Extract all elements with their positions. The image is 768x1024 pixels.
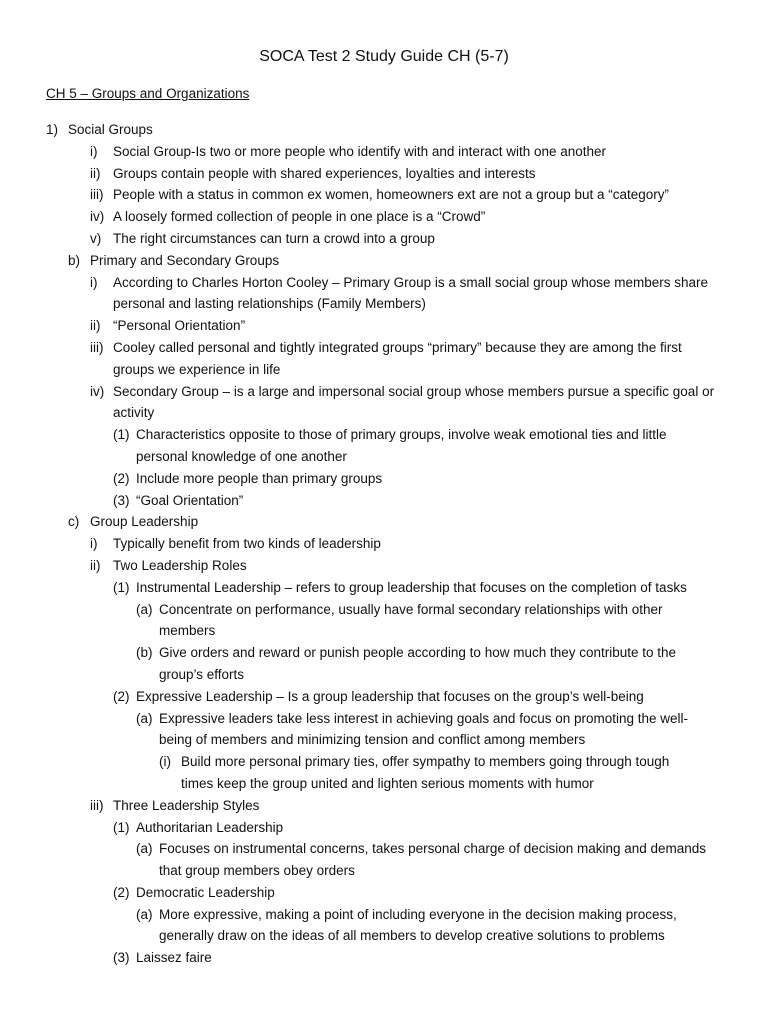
outline-marker: (1) <box>113 819 130 835</box>
outline-item-continuation <box>0 402 768 424</box>
outline-text: Instrumental Leadership – refers to group leadership that focuses on the completion of tasks <box>136 579 687 595</box>
outline-text: activity <box>113 405 155 421</box>
outline-item-continuation <box>0 293 768 315</box>
outline-text: Typically benefit from two kinds of leadership <box>113 536 381 552</box>
outline-text: Include more people than primary groups <box>136 470 383 486</box>
outline-item <box>0 163 768 185</box>
outline-marker: (i) <box>159 754 171 770</box>
outline-text: personal and lasting relationships (Family Members) <box>113 296 426 312</box>
outline-text: Characteristics opposite to those of primary groups, involve weak emotional ties and little <box>136 427 667 443</box>
outline-text: Laissez faire <box>136 950 212 966</box>
outline-marker: ii) <box>90 557 101 573</box>
outline-marker: ii) <box>90 165 101 181</box>
outline-item <box>0 751 768 773</box>
outline-marker: iii) <box>90 187 104 203</box>
outline-item <box>0 315 768 337</box>
outline-text: Primary and Secondary Groups <box>90 252 280 268</box>
outline-text: times keep the group united and lighten serious moments with humor <box>181 775 594 791</box>
outline-item <box>0 184 768 206</box>
outline-item-continuation <box>0 860 768 882</box>
outline-item <box>0 642 768 664</box>
outline-marker: ii) <box>90 318 101 334</box>
outline-marker: (b) <box>136 645 153 661</box>
outline-text: Secondary Group – is a large and impersonal social group whose members pursue a specific goal or <box>113 383 715 399</box>
outline-text: Groups contain people with shared experiences, loyalties and interests <box>113 165 536 181</box>
outline-text: A loosely formed collection of people in one place is a “Crowd” <box>113 209 486 225</box>
outline-text: group’s efforts <box>159 666 245 682</box>
outline-text: Authoritarian Leadership <box>136 819 284 835</box>
outline-item <box>0 686 768 708</box>
outline-item <box>0 511 768 533</box>
outline-item-continuation <box>0 446 768 468</box>
outline-item <box>0 882 768 904</box>
outline-item <box>0 555 768 577</box>
outline-item <box>0 577 768 599</box>
outline-text: Concentrate on performance, usually have formal secondary relationships with other <box>159 601 663 617</box>
outline-text: Expressive Leadership – Is a group leadership that focuses on the group’s well-being <box>136 688 644 704</box>
outline-marker: i) <box>90 143 98 159</box>
outline-marker: (3) <box>113 950 130 966</box>
outline-item <box>0 817 768 839</box>
outline-marker: (1) <box>113 427 130 443</box>
outline-text: Three Leadership Styles <box>113 797 260 813</box>
outline-item <box>0 381 768 403</box>
outline-item <box>0 206 768 228</box>
outline-item-continuation <box>0 729 768 751</box>
outline-text: members <box>159 623 216 639</box>
outline-item <box>0 708 768 730</box>
outline-text: Group Leadership <box>90 514 199 530</box>
outline-text: Focuses on instrumental concerns, takes personal charge of decision making and demands <box>159 841 707 857</box>
outline-marker: iii) <box>90 797 104 813</box>
outline-text: that group members obey orders <box>159 863 355 879</box>
outline-marker: (a) <box>136 841 153 857</box>
outline-marker: iii) <box>90 339 104 355</box>
outline-item <box>0 228 768 250</box>
outline-marker: iv) <box>90 383 105 399</box>
chapter-heading: CH 5 – Groups and Organizations <box>46 86 250 101</box>
outline-marker: (a) <box>136 906 153 922</box>
outline-marker: iv) <box>90 209 105 225</box>
outline-marker: i) <box>90 274 98 290</box>
outline-item <box>0 490 768 512</box>
outline-item-continuation <box>0 620 768 642</box>
outline-item <box>0 468 768 490</box>
outline-text: generally draw on the ideas of all members to develop creative solutions to problems <box>159 928 665 944</box>
outline-marker: (2) <box>113 470 130 486</box>
outline-marker: 1) <box>46 122 59 137</box>
outline-text: Build more personal primary ties, offer sympathy to members going through tough <box>181 754 670 770</box>
outline-item-continuation <box>0 773 768 795</box>
outline-text: Social Groups <box>68 122 153 137</box>
outline-marker: v) <box>90 230 102 246</box>
outline-item <box>0 119 768 141</box>
outline-marker: i) <box>90 536 98 552</box>
outline-item <box>0 795 768 817</box>
outline-text: Give orders and reward or punish people according to how much they contribute to the <box>159 645 677 661</box>
outline-item <box>0 424 768 446</box>
outline-text: Two Leadership Roles <box>113 557 247 573</box>
outline-text: Expressive leaders take less interest in achieving goals and focus on promoting the well- <box>159 710 689 726</box>
outline-item <box>0 141 768 163</box>
outline-text: Cooley called personal and tightly integrated groups “primary” because they are among the first <box>113 339 682 355</box>
outline-marker: (2) <box>113 884 130 900</box>
outline-text: People with a status in common ex women, homeowners ext are not a group but a “category” <box>113 187 670 203</box>
outline-item <box>0 599 768 621</box>
outline-item-continuation <box>0 925 768 947</box>
outline-item <box>0 947 768 969</box>
outline-item <box>0 272 768 294</box>
outline-marker: b) <box>68 252 81 268</box>
outline-item-continuation <box>0 359 768 381</box>
outline-text: personal knowledge of one another <box>136 448 347 464</box>
outline-text: According to Charles Horton Cooley – Primary Group is a small social group whose members share <box>113 274 708 290</box>
outline-item <box>0 250 768 272</box>
outline-list <box>0 119 768 969</box>
outline-text: The right circumstances can turn a crowd into a group <box>113 230 435 246</box>
outline-text: groups we experience in life <box>113 361 281 377</box>
outline-text: Social Group-Is two or more people who identify with and interact with one another <box>113 143 607 159</box>
outline-item <box>0 533 768 555</box>
outline-marker: (2) <box>113 688 130 704</box>
outline-item-continuation <box>0 664 768 686</box>
outline-marker: c) <box>68 514 80 530</box>
outline-marker: (a) <box>136 601 153 617</box>
outline-text: More expressive, making a point of including everyone in the decision making process, <box>159 906 677 922</box>
outline-text: being of members and minimizing tension and conflict among members <box>159 732 586 748</box>
outline-marker: (1) <box>113 579 130 595</box>
outline-item <box>0 904 768 926</box>
outline-marker: (a) <box>136 710 153 726</box>
document-title: SOCA Test 2 Study Guide CH (5-7) <box>259 48 509 65</box>
outline-marker: (3) <box>113 492 130 508</box>
outline-text: “Personal Orientation” <box>113 318 246 334</box>
outline-item <box>0 337 768 359</box>
outline-item <box>0 838 768 860</box>
outline-text: “Goal Orientation” <box>136 492 244 508</box>
outline-text: Democratic Leadership <box>136 884 275 900</box>
